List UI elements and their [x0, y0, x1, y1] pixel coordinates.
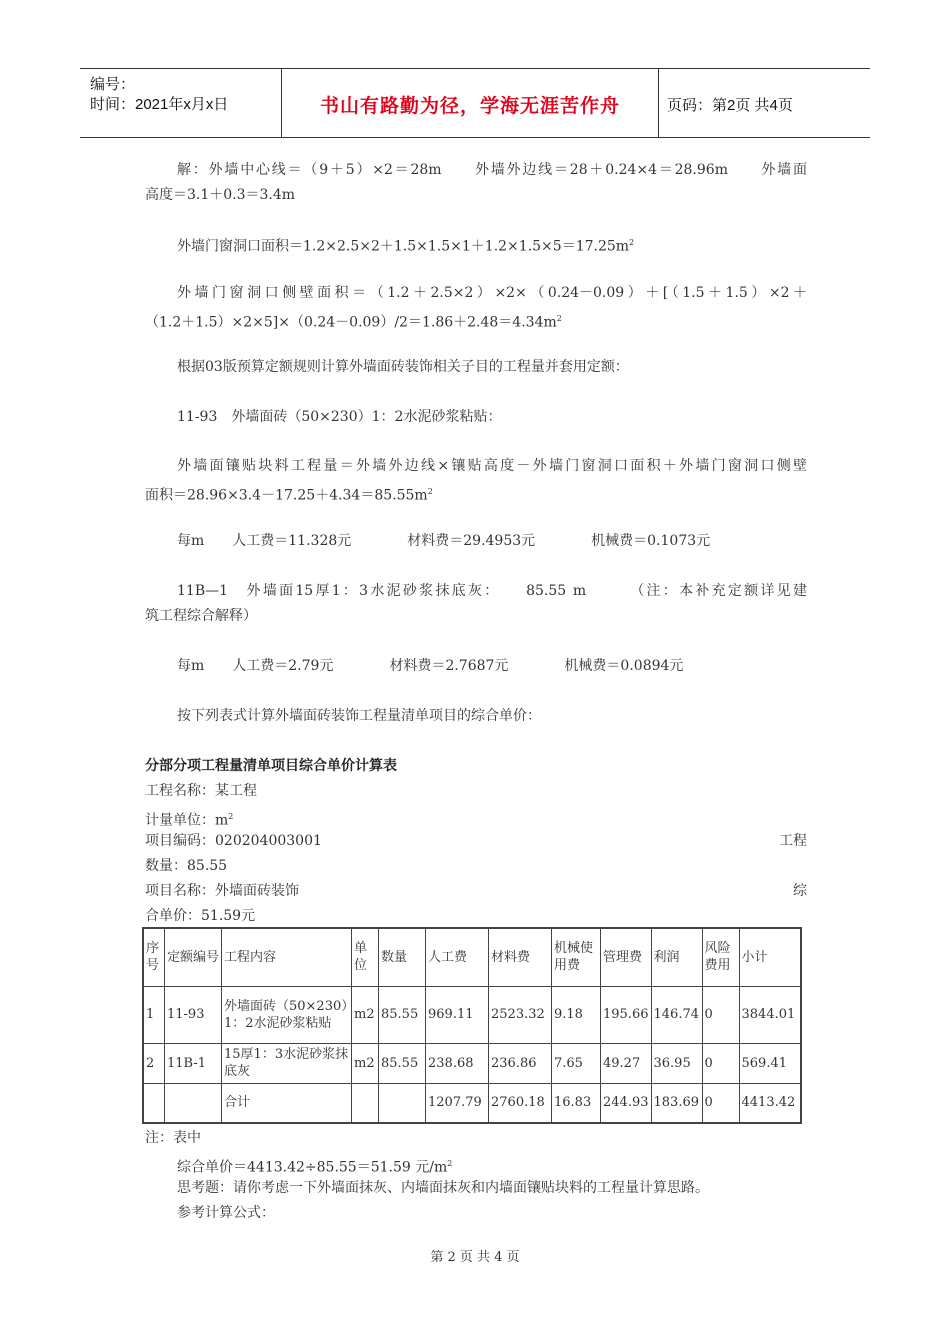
header-cell: 数量: [379, 928, 426, 986]
header-left-cell: [80, 69, 282, 137]
table-cell: 外墙面砖（50×230）1：2水泥砂浆粘贴: [222, 986, 352, 1043]
table-cell: m2: [352, 1043, 379, 1083]
project-name: 工程名称：某工程: [145, 783, 257, 799]
measure-unit: 计量单位：$m^2$: [145, 812, 234, 829]
header-cell: 管理费: [601, 928, 652, 986]
table-cell: 0: [702, 986, 739, 1043]
paragraph: 根据03版预算定额规则计算外墙面砖装饰相关子目的工程量并套用定额：: [177, 359, 629, 375]
paragraph: 外墙门窗洞口面积$=1.2\times 2.5\times 2+1.5\times 1.5\times 1+1.2\times 1.5\times 5=17.25m^2$: [177, 238, 635, 255]
header-cell: 机械使用费: [552, 928, 601, 986]
table-cell: 85.55: [379, 1043, 426, 1083]
table-cell: 0: [702, 1043, 739, 1083]
table-cell: 1207.79: [426, 1083, 489, 1123]
table-row: [143, 1043, 801, 1083]
item-name: 项目名称：外墙面砖装饰 综: [145, 883, 807, 899]
table-cell: 2523.32: [489, 986, 552, 1043]
table-cell: 7.65: [552, 1043, 601, 1083]
note: 思考题：请你考虑一下外墙面抹灰、内墙面抹灰和内墙面镶贴块料的工程量计算思路。: [177, 1180, 709, 1196]
table-cell: m2: [352, 986, 379, 1043]
paragraph: 外墙门窗洞口侧壁面积＝（1.2＋2.5×2）×2×（0.24－0.09）＋[（1.5＋1.5）×2＋: [177, 285, 807, 301]
table-cell: 85.55: [379, 986, 426, 1043]
header-page-cell: [659, 69, 870, 137]
number-label: 编号：: [90, 76, 136, 93]
table-title: 分部分项工程量清单项目综合单价计算表: [145, 758, 397, 774]
table-row: [143, 986, 801, 1043]
table-header-row: [143, 928, 801, 986]
table-cell: [379, 1083, 426, 1123]
paragraph: 筑工程综合解释）: [145, 608, 257, 624]
note: 综合单价＝4413.42÷85.55＝51.59 元$/m^2$: [177, 1159, 453, 1176]
table-cell: 2760.18: [489, 1083, 552, 1123]
header-cell: 风险费用: [702, 928, 739, 986]
unit-price-table: [142, 927, 802, 1124]
table-cell: [165, 1083, 222, 1123]
paragraph: 面积$=28.96\times 3.4-17.25+4.34=85.55m^2$: [145, 487, 433, 504]
paragraph: 11-93 外墙面砖（50×230）1：2水泥砂浆粘贴：: [177, 409, 502, 425]
header-cell: 序号: [143, 928, 165, 986]
paragraph: 每m 人工费＝2.79元 材料费＝2.7687元 机械费＝0.0894元: [177, 658, 684, 674]
project-code: 项目编码：020204003001 工程: [145, 833, 807, 849]
table-cell: 15厚1：3水泥砂浆抹底灰: [222, 1043, 352, 1083]
page-header: [80, 68, 870, 138]
table-cell: 969.11: [426, 986, 489, 1043]
table-cell: 569.41: [739, 1043, 801, 1083]
page-label: 页码：第2页 共4页: [667, 97, 793, 114]
header-cell: 人工费: [426, 928, 489, 986]
paragraph: 高度＝3.1＋0.3＝3.4m: [145, 187, 296, 203]
time-label: 时间：2021年x月x日: [90, 96, 229, 113]
table-cell: 11-93: [165, 986, 222, 1043]
table-cell: 1: [143, 986, 165, 1043]
table-cell: 195.66: [601, 986, 652, 1043]
table-cell: 244.93: [601, 1083, 652, 1123]
header-cell: 小计: [739, 928, 801, 986]
unit-price: 合单价：51.59元: [145, 908, 256, 924]
table-cell: [143, 1083, 165, 1123]
table-cell: 4413.42: [739, 1083, 801, 1123]
table-cell: 36.95: [651, 1043, 702, 1083]
table-cell: 238.68: [426, 1043, 489, 1083]
note: 参考计算公式：: [177, 1205, 275, 1221]
table-total-row: [143, 1083, 801, 1123]
table-cell: 11B-1: [165, 1043, 222, 1083]
table-cell: 2: [143, 1043, 165, 1083]
table-cell: 0: [702, 1083, 739, 1123]
header-cell: 定额编号: [165, 928, 222, 986]
paragraph: 11B—1 外墙面15厚1：3水泥砂浆抹底灰： 85.55 m （注：本补充定额详见建: [177, 583, 807, 599]
table-cell: 49.27: [601, 1043, 652, 1083]
quantity: 数量：85.55: [145, 858, 228, 874]
paragraph: $(1.2+1.5)\times 2\times 5]\times(0.24-0.09)/2=1.86+2.48=4.34m^2$: [145, 314, 562, 331]
table-cell: [352, 1083, 379, 1123]
paragraph: 解：外墙中心线＝（9＋5）×2＝28m 外墙外边线＝28＋0.24×4＝28.96m 外墙面: [177, 162, 807, 178]
table-cell: 9.18: [552, 986, 601, 1043]
header-motto-cell: [282, 69, 659, 137]
header-cell: 材料费: [489, 928, 552, 986]
table-cell: 合计: [222, 1083, 352, 1123]
paragraph: 每m 人工费＝11.328元 材料费＝29.4953元 机械费＝0.1073元: [177, 533, 711, 549]
paragraph: 按下列表式计算外墙面砖装饰工程量清单项目的综合单价：: [177, 708, 541, 724]
motto: 书山有路勤为径，学海无涯苦作舟: [319, 95, 620, 117]
table-cell: 146.74: [651, 986, 702, 1043]
table-cell: 16.83: [552, 1083, 601, 1123]
header-cell: 工程内容: [222, 928, 352, 986]
page-footer: 第 2 页 共 4 页: [430, 1250, 520, 1265]
header-cell: 单位: [352, 928, 379, 986]
table-cell: 3844.01: [739, 986, 801, 1043]
header-cell: 利润: [651, 928, 702, 986]
table-cell: 183.69: [651, 1083, 702, 1123]
table-cell: 236.86: [489, 1043, 552, 1083]
paragraph: 外墙面镶贴块料工程量＝外墙外边线×镶贴高度－外墙门窗洞口面积＋外墙门窗洞口侧壁: [177, 458, 807, 474]
note: 注：表中: [145, 1130, 201, 1146]
